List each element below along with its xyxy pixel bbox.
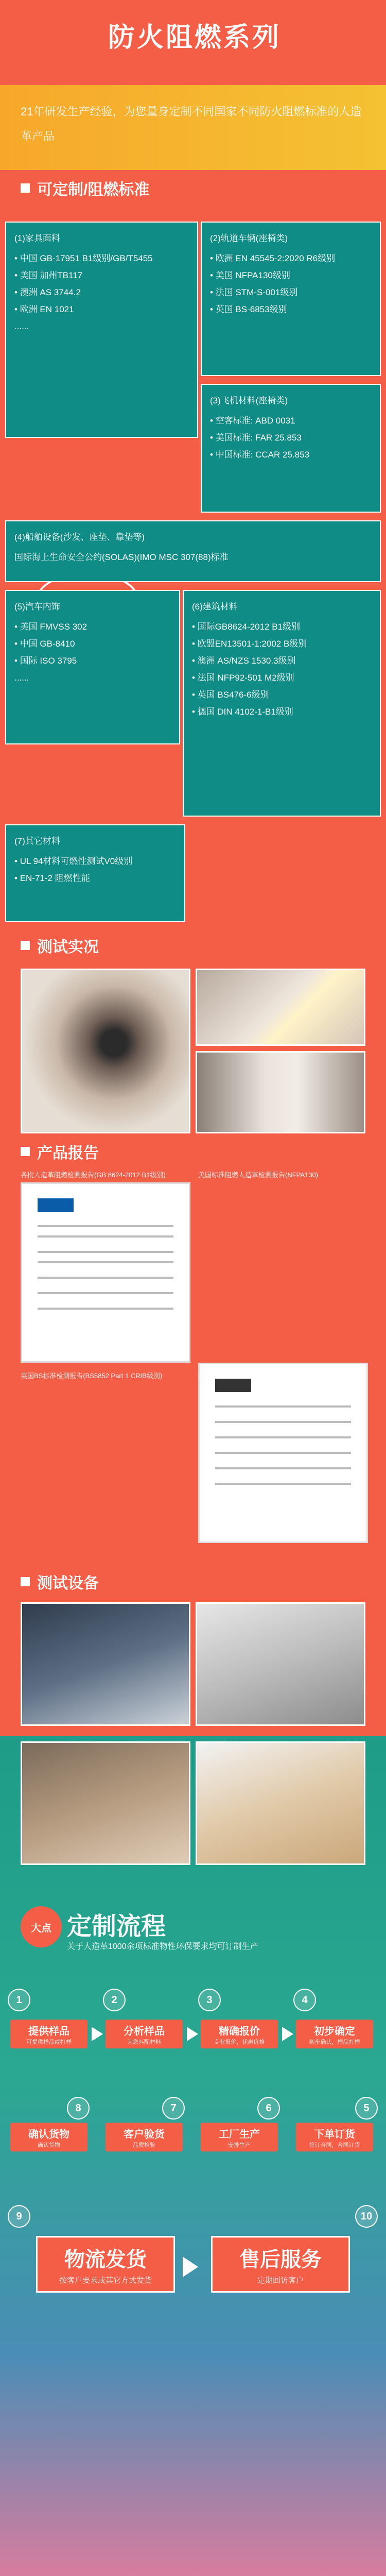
- report-caption: 美国标准阻燃人造革检测报告(NFPA130): [198, 1171, 319, 1179]
- list-item: ......: [14, 321, 29, 331]
- step-number: 2: [103, 1989, 126, 2011]
- list-item: • 国际 ISO 3795: [14, 656, 77, 666]
- step-number: 7: [162, 2097, 185, 2120]
- panel-title: (4)船舶设备(沙发、座垫、靠垫等): [14, 532, 145, 542]
- arrow-right-icon: [187, 2027, 198, 2041]
- list-item: • EN-71-2 阻燃性能: [14, 873, 90, 883]
- panel-title: (7)其它材料: [14, 836, 60, 846]
- step-confirm-goods: 确认货物 确认货物: [10, 2123, 87, 2151]
- equipment-photo: [196, 1741, 365, 1865]
- section-header-standards: [21, 175, 149, 201]
- list-item: • 法国 NFP92-501 M2级别: [192, 673, 294, 683]
- section-header-equipment: [21, 1569, 99, 1595]
- list-item: • 欧盟EN13501-1:2002 B级别: [192, 639, 307, 649]
- list-item: • 法国 STM-S-001级别: [210, 287, 298, 297]
- list-item: • UL 94材料可燃性测试V0级别: [14, 856, 133, 866]
- panel-title: (2)轨道车辆(座椅类): [210, 233, 288, 243]
- step-number: 5: [355, 2097, 378, 2120]
- report-logo: [38, 1198, 74, 1212]
- panel-title: (5)汽车内饰: [14, 602, 60, 612]
- report-caption: 英国BS标准检测报告(BS5852 Part 1 CRIB级别): [21, 1372, 163, 1380]
- list-item: • 欧洲 EN 45545-2:2020 R6级别: [210, 253, 336, 263]
- step-shipping: 物流发货 按客户要求或其它方式发货: [36, 2236, 175, 2293]
- list-item: • 空客标准: ABD 0031: [210, 416, 295, 426]
- step-number: 1: [8, 1989, 30, 2011]
- page-title: 防火阻燃系列: [108, 23, 282, 53]
- panel-title: (6)建筑材料: [192, 602, 238, 612]
- section-title: 产品报告: [37, 1145, 99, 1162]
- arrow-right-icon: [183, 2257, 198, 2277]
- square-icon: [21, 941, 30, 950]
- panel-building: [183, 590, 381, 817]
- panel-auto: [5, 590, 180, 744]
- flow-subtitle: 关于人造革1000余项标准物性环保要求均可订制生产: [67, 1942, 258, 1951]
- list-item: • 美国标准: FAR 25.853: [210, 433, 302, 443]
- report-document[interactable]: [198, 1363, 368, 1543]
- list-item: • 欧洲 EN 1021: [14, 304, 74, 314]
- flow-title: 定制流程: [67, 1913, 166, 1940]
- square-icon: [21, 1147, 30, 1156]
- section-header-tests: [21, 933, 99, 958]
- panel-aircraft: [201, 384, 381, 513]
- step-number: 9: [8, 2205, 30, 2228]
- report-caption: 欧洲标准检测报告(EN45545-2:2020 R6级别): [198, 1372, 331, 1380]
- step-inspection: 客户验货 品质检验: [106, 2123, 183, 2151]
- list-item: • 澳洲 AS 3744.2: [14, 287, 81, 297]
- step-number: 6: [257, 2097, 280, 2120]
- list-item: • 英国 BS-6853级别: [210, 304, 287, 314]
- step-number: 4: [293, 1989, 316, 2011]
- section-title: 可定制/阻燃标准: [37, 181, 150, 198]
- step-analyze-sample: 分析样品 为您匹配材料: [106, 2020, 183, 2048]
- list-item: • 中国标准: CCAR 25.853: [210, 450, 310, 460]
- square-icon: [21, 183, 30, 193]
- step-number: 8: [67, 2097, 90, 2120]
- test-photo-burn: [21, 969, 190, 1133]
- arrow-right-icon: [92, 2027, 103, 2041]
- brand-mark: 大点: [21, 1906, 62, 1947]
- equipment-photo: [21, 1602, 190, 1726]
- panel-ship: [5, 520, 381, 582]
- step-production: 工厂生产 安排生产: [201, 2123, 278, 2151]
- arrow-right-icon: [282, 2027, 293, 2041]
- list-item: • 美国 FMVSS 302: [14, 622, 87, 632]
- report-document[interactable]: [21, 1182, 190, 1363]
- list-item: • 国际GB8624-2012 B1级别: [192, 622, 301, 632]
- equipment-photo: [196, 1602, 365, 1726]
- test-photo-flame: [196, 969, 365, 1046]
- panel-furniture: [5, 222, 198, 438]
- test-photo-sample: [196, 1051, 365, 1133]
- panel-title: (1)家具面料: [14, 233, 60, 243]
- report-logo: [215, 1379, 251, 1392]
- section-header-reports: [21, 1139, 99, 1164]
- intro-banner: [0, 85, 386, 170]
- step-after-sales: 售后服务 定期回访客户: [211, 2236, 350, 2293]
- report-caption: 各批人造革阻燃检测报告(GB 8624-2012 B1级别): [21, 1171, 166, 1179]
- equipment-photo: [21, 1741, 190, 1865]
- intro-text: 21年研发生产经验，为您量身定制不同国家不同防火阻燃标准的人造革产品: [21, 105, 362, 143]
- panel-rail: [201, 222, 381, 376]
- panel-other: [5, 824, 185, 922]
- step-quote: 精确报价 专业报价，优惠价格: [201, 2020, 278, 2048]
- list-item: • 澳洲 AS/NZS 1530.3级别: [192, 656, 296, 666]
- title-banner: [0, 0, 386, 77]
- step-provide-sample: 提供样品 可提供样品或打样: [10, 2020, 87, 2048]
- square-icon: [21, 1577, 30, 1586]
- list-item: • 美国 NFPA130级别: [210, 270, 290, 280]
- list-item: • 美国 加州TB117: [14, 270, 83, 280]
- step-number: 10: [355, 2205, 378, 2228]
- step-number: 3: [198, 1989, 221, 2011]
- step-confirm: 初步确定 初步确认，样品打样: [296, 2020, 373, 2048]
- list-item: 国际海上生命安全公约(SOLAS)(IMO MSC 307(88)标准: [14, 552, 229, 562]
- step-order: 下单订货 签订合同，合同订货: [296, 2123, 373, 2151]
- list-item: • 中国 GB-17951 B1级别/GB/T5455: [14, 253, 153, 263]
- section-title: 测试设备: [37, 1575, 99, 1592]
- section-title: 测试实况: [37, 939, 99, 956]
- list-item: ......: [14, 673, 29, 683]
- list-item: • 中国 GB-8410: [14, 639, 75, 649]
- list-item: • 德国 DIN 4102-1-B1级别: [192, 707, 293, 717]
- panel-title: (3)飞机材料(座椅类): [210, 396, 288, 405]
- list-item: • 英国 BS476-6级别: [192, 690, 269, 700]
